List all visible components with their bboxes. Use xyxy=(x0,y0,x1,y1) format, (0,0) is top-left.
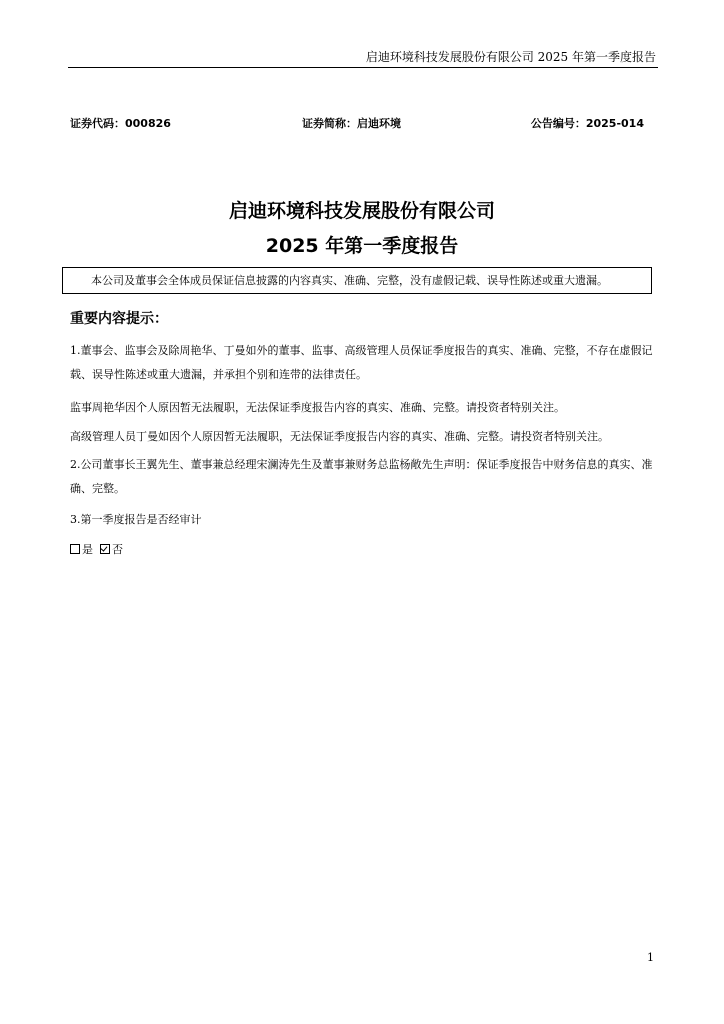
section-title: 重要内容提示： xyxy=(70,311,168,327)
checkbox-yes[interactable] xyxy=(70,544,80,554)
checkbox-no-label: 否 xyxy=(112,543,123,556)
paragraph-supervisor-note: 监事周艳华因个人原因暂无法履职，无法保证季度报告内容的真实、准确、完整。请投资者特别关注。 xyxy=(70,401,565,414)
checkbox-yes-label: 是 xyxy=(82,543,93,556)
audit-options xyxy=(70,538,123,562)
company-title: 启迪环境科技发展股份有限公司 xyxy=(228,200,495,222)
stock-short-name: 证券简称：启迪环境 xyxy=(302,117,401,130)
checkbox-no-checked[interactable] xyxy=(100,544,110,554)
stock-code: 证券代码：000826 xyxy=(70,117,171,130)
paragraph-executive-note: 高级管理人员丁曼如因个人原因暂无法履职，无法保证季度报告内容的真实、准确、完整。请投资者特别关注。 xyxy=(70,430,609,443)
announcement-number: 公告编号：2025-014 xyxy=(530,117,644,130)
paragraph-board-statement: 1.董事会、监事会及除周艳华、丁曼如外的董事、监事、高级管理人员保证季度报告的真实、准确、完整，不存在虚假记载、误导性陈述或重大遗漏，并承担个别和连带的法律责任。 xyxy=(70,344,653,381)
header-divider xyxy=(68,67,658,68)
disclosure-notice-box: 本公司及董事会全体成员保证信息披露的内容真实、准确、完整，没有虚假记载、误导性陈述或重大遗漏。 xyxy=(62,267,652,294)
report-title: 2025 年第一季度报告 xyxy=(265,235,459,257)
paragraph-audit-question: 3.第一季度报告是否经审计 xyxy=(70,513,202,526)
page-number: 1 xyxy=(647,951,654,964)
running-header: 启迪环境科技发展股份有限公司 2025 年第一季度报告 xyxy=(365,50,656,64)
paragraph-financial-statement: 2.公司董事长王翼先生、董事兼总经理宋澜涛先生及董事兼财务总监杨敞先生声明：保证季度报告中财务信息的真实、准确、完整。 xyxy=(70,458,653,495)
